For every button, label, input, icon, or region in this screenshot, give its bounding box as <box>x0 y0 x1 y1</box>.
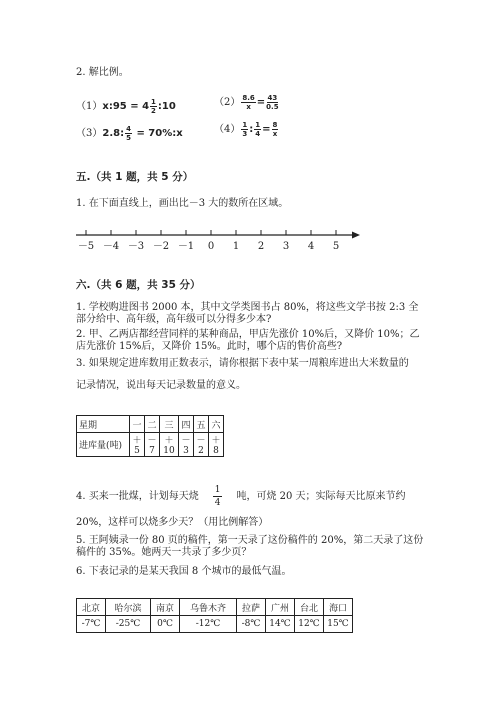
proportion-3 <box>76 124 183 142</box>
table-cell: 六 <box>209 416 224 433</box>
table-cell: 四 <box>179 416 194 433</box>
table-cell: 乌鲁木齐 <box>180 599 237 616</box>
proportion-4-label: （4） <box>214 124 241 135</box>
section-6-question-3-line-2: 记录情况，说出每天记录数量的意义。 <box>76 380 246 391</box>
proportion-3-pre: 2.8: <box>102 128 125 139</box>
proportion-2-right-fraction <box>266 94 278 111</box>
fraction-denominator: x <box>272 129 278 138</box>
section-6-question-4-line-1 <box>76 484 406 509</box>
table-cell: -8℃ <box>237 616 266 633</box>
number-line-arrow-icon <box>352 232 360 239</box>
fraction-numerator: 1 <box>242 120 248 129</box>
table-cell: -12℃ <box>180 616 237 633</box>
section-6-question-2: 2. 甲、乙两店都经营同样的某种商品，甲店先涨价 10%后，又降价 10%；乙店先涨价 15%后，又降价 15%。此时，哪个店的售价高些? <box>76 329 420 352</box>
table-cell: ＋8 <box>209 433 224 457</box>
proportion-4-fraction-b <box>254 121 261 138</box>
fraction-numerator: 1 <box>214 485 221 495</box>
section-6-question-4-line-2: 20%，这样可以烧多少天？（用比例解答） <box>76 517 269 528</box>
number-line-label: 3 <box>282 241 290 252</box>
number-line-label: －3 <box>127 241 145 252</box>
number-line-label: －2 <box>152 241 170 252</box>
table-cell: －3 <box>179 433 194 457</box>
table-row <box>77 599 353 616</box>
table-cell: 0℃ <box>151 616 180 633</box>
number-line-label: －4 <box>102 241 120 252</box>
table-cell: 南京 <box>151 599 180 616</box>
question-4-pre: 4. 买来一批煤，计划每天烧 <box>76 491 199 502</box>
section-6-question-5: 5. 王阿姨录一份 80 页的稿件，第一天录了这份稿件的 20%，第二天录了这份稿件的 35%。她两天一共录了多少页？ <box>76 535 424 558</box>
table-cell: 12℃ <box>295 616 324 633</box>
fraction-numerator: 4 <box>126 124 131 133</box>
proportion-3-tail: = 70%:x <box>132 128 183 139</box>
section-6-heading: 六.（共 6 题，共 35 分） <box>76 279 201 291</box>
question-4-post: 吨，可烧 20 天；实际每天比原来节约 <box>236 491 406 502</box>
proportion-2-label: （2） <box>214 97 241 108</box>
table-cell: 14℃ <box>266 616 295 633</box>
proportion-3-fraction <box>125 125 132 142</box>
temperature-table <box>76 598 353 633</box>
table-cell: 一 <box>130 416 145 433</box>
proportion-1 <box>76 97 176 115</box>
proportion-3-label: （3） <box>76 128 103 139</box>
number-line-label: －5 <box>77 241 95 252</box>
table-row <box>77 616 353 633</box>
fraction-denominator: 4 <box>214 498 221 508</box>
section-6-question-1: 1. 学校购进图书 2000 本，其中文学类图书占 80%，将这些文学书按 2:3 全部分给中、高年级，高年级可以分得多少本? <box>76 302 419 325</box>
question-4-fraction <box>213 484 223 509</box>
table-cell: -7℃ <box>77 616 106 633</box>
number-line-label: 4 <box>307 241 315 252</box>
table-cell: 三 <box>160 416 179 433</box>
section-5-question-1: 1. 在下面直线上，画出比－3 大的数所在区域。 <box>76 198 289 209</box>
proportion-1-tail: :10 <box>157 101 176 112</box>
grain-table <box>76 415 224 457</box>
table-cell: 拉萨 <box>237 599 266 616</box>
number-line-label: 0 <box>207 241 215 252</box>
fraction-numerator: 8 <box>272 120 278 129</box>
number-line-label: 1 <box>232 241 240 252</box>
table-row <box>77 416 224 433</box>
proportion-1-fraction <box>150 98 157 115</box>
table-row <box>77 433 224 457</box>
table-cell: 进库量(吨) <box>77 433 130 457</box>
fraction-denominator: 5 <box>126 133 131 142</box>
table-cell: 星期 <box>77 416 130 433</box>
section-2-title: 2. 解比例。 <box>76 67 129 78</box>
proportion-1-label: （1） <box>76 101 103 112</box>
equals-sign: = <box>262 124 271 135</box>
proportion-2-left-fraction <box>241 94 255 111</box>
table-cell: ＋10 <box>160 433 179 457</box>
number-line <box>70 226 365 252</box>
table-cell: －7 <box>145 433 160 457</box>
section-5-heading: 五.（共 1 题，共 5 分） <box>76 171 194 183</box>
fraction-denominator: 4 <box>255 129 261 138</box>
number-line-label: 5 <box>332 241 340 252</box>
table-cell: 广州 <box>266 599 295 616</box>
table-cell: 五 <box>194 416 209 433</box>
table-cell: 15℃ <box>324 616 353 633</box>
table-cell: 海口 <box>324 599 353 616</box>
proportion-4-fraction-a <box>241 121 248 138</box>
equals-sign: = <box>256 97 266 108</box>
table-cell: －2 <box>194 433 209 457</box>
fraction-numerator: 1 <box>255 120 261 129</box>
colon: : <box>249 124 254 135</box>
number-line-label: －1 <box>177 241 195 252</box>
table-cell: 哈尔滨 <box>106 599 151 616</box>
table-cell: 北京 <box>77 599 106 616</box>
table-cell: ＋5 <box>130 433 145 457</box>
fraction-denominator: 3 <box>242 129 248 138</box>
proportion-1-lhs: x:95 = 4 <box>102 101 150 112</box>
proportion-2 <box>214 93 280 111</box>
fraction-numerator: 1 <box>151 97 156 106</box>
proportion-4-fraction-c <box>272 121 279 138</box>
fraction-denominator: 2 <box>151 106 156 115</box>
fraction-denominator: x <box>246 102 251 111</box>
table-cell: 台北 <box>295 599 324 616</box>
table-cell: -25℃ <box>106 616 151 633</box>
fraction-numerator: 8.6 <box>242 93 255 102</box>
fraction-denominator: 0.5 <box>266 102 279 111</box>
fraction-numerator: 43 <box>267 93 278 102</box>
number-line-label: 2 <box>257 241 265 252</box>
section-6-question-6: 6. 下表记录的是某天我国 8 个城市的最低气温。 <box>76 566 292 577</box>
section-6-question-3-line-1: 3. 如果规定进库数用正数表示，请你根据下表中某一周粮库进出大米数量的 <box>76 358 409 369</box>
table-cell: 二 <box>145 416 160 433</box>
proportion-4 <box>214 120 279 138</box>
